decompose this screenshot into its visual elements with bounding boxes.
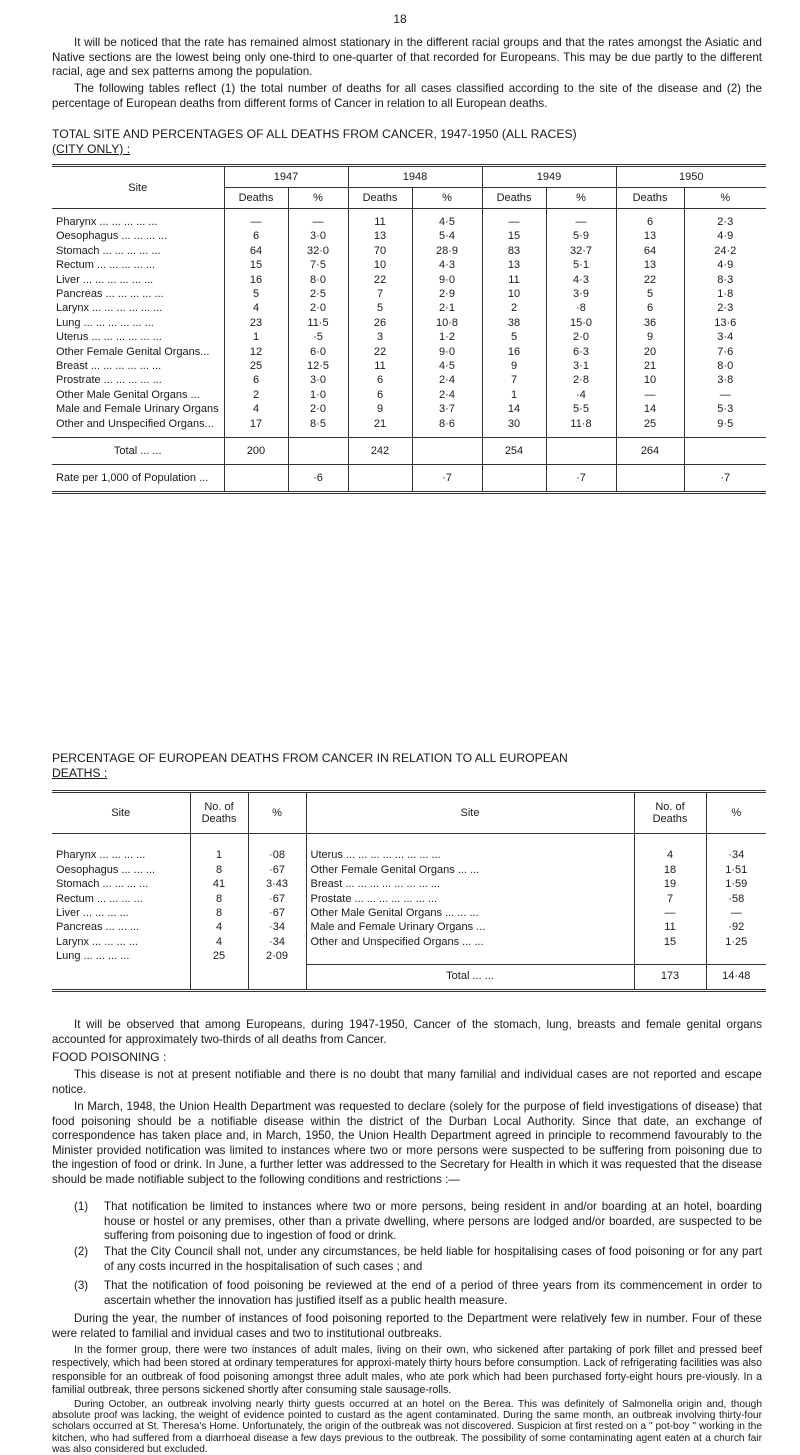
- pct-cell: —: [684, 388, 766, 402]
- pct-cell: 32·7: [546, 244, 616, 258]
- table1-row: [52, 316, 766, 330]
- left-deaths-cell: 8: [190, 906, 248, 920]
- deaths-cell: 5: [348, 301, 412, 315]
- left-site-name: Lung ... ... ... ...: [56, 950, 130, 963]
- site-name: Uterus ... ... ... ... ... ...: [56, 331, 162, 344]
- table2-row: [52, 935, 766, 949]
- table1-title-line2: (CITY ONLY) :: [52, 141, 131, 156]
- intro-paragraph-1: It will be noticed that the rate has remained almost stationary in the different racial groups and that the rates amongst the Asiatic and Native sections are the lowest being only one-third to one-quarter of that recorded for Europeans. This may be due partly to the different racial, age and sex patterns among the population.: [52, 36, 762, 79]
- pct-cell: ·8: [546, 301, 616, 315]
- right-deaths-cell: 7: [634, 892, 706, 906]
- left-site-name: Larynx ... ... ... ...: [56, 935, 138, 948]
- right-deaths-cell: 11: [634, 920, 706, 934]
- site-name: Oesophagus ... ... ... ...: [56, 230, 168, 243]
- condition-2: [74, 1245, 762, 1274]
- pct-subheader: %: [412, 188, 482, 209]
- year-header-1949: 1949: [482, 166, 616, 188]
- pct-cell: 9·0: [412, 273, 482, 287]
- deaths-cell: 70: [348, 244, 412, 258]
- deaths-cell: 4: [224, 301, 288, 315]
- deaths-cell: 1: [482, 388, 546, 402]
- table1-row: [52, 359, 766, 373]
- pct-cell: 2·1: [412, 301, 482, 315]
- pct-cell: 8·3: [684, 273, 766, 287]
- table2-row: [52, 906, 766, 920]
- pct-cell: 3·1: [546, 359, 616, 373]
- right-site-name: Other and Unspecified Organs ... ...: [306, 935, 634, 949]
- food-poisoning-heading: FOOD POISONING :: [52, 1050, 167, 1064]
- deaths-cell: 25: [224, 359, 288, 373]
- t2-site-header-right: Site: [306, 792, 634, 834]
- deaths-cell: 11: [348, 359, 412, 373]
- pct-cell: 2·3: [684, 301, 766, 315]
- left-deaths-cell: 4: [190, 920, 248, 934]
- pct-cell: 12·5: [288, 359, 348, 373]
- site-name: Breast ... ... ... ... ... ...: [56, 360, 162, 373]
- deaths-cell: 13: [482, 258, 546, 272]
- pct-cell: 3·7: [412, 402, 482, 416]
- deaths-subheader: Deaths: [224, 188, 288, 209]
- site-name: Other and Unspecified Organs...: [56, 417, 214, 430]
- pct-subheader: %: [546, 188, 616, 209]
- left-site-name: Stomach ... ... ... ...: [56, 878, 149, 891]
- page-number: 18: [393, 12, 407, 26]
- left-site-name: Pharynx ... ... ... ...: [56, 849, 146, 862]
- pct-cell: 2·0: [288, 301, 348, 315]
- deaths-cell: 5: [616, 287, 684, 301]
- pct-cell: 2·4: [412, 388, 482, 402]
- pct-cell: 4·5: [412, 359, 482, 373]
- deaths-cell: 4: [224, 402, 288, 416]
- total-1948: 242: [348, 438, 412, 465]
- pct-cell: 4·3: [546, 273, 616, 287]
- deaths-cell: 22: [616, 273, 684, 287]
- food-paragraph-5: During October, an outbreak involving nearly thirty guests occurred at an hotel on the Berea. This was definitely of Salmonella origin and, though absolute proof was lacking, the weight of evidence pointed to custard as the agent contaminated. During the same month, an outbreak involving thirty-four scholars occurred at St. Theresa's Home. Unfortunately, the origin of the outbreak was not discovered. Suspicion at first rested on a " pot-boy " working in the kitchen, who had suffered from a diarrhoeal disease a few days previous to the outbreak. The possibility of some contaminating agent eaten at a church fair was also considered but excluded.: [52, 1399, 762, 1455]
- site-name: Male and Female Urinary Organs: [56, 403, 219, 416]
- deaths-cell: 15: [224, 258, 288, 272]
- pct-cell: 8·0: [288, 273, 348, 287]
- pct-cell: 4·9: [684, 258, 766, 272]
- deaths-cell: 16: [482, 345, 546, 359]
- pct-cell: 7·6: [684, 345, 766, 359]
- pct-cell: 5·9: [546, 229, 616, 243]
- table2-row: [52, 848, 766, 862]
- deaths-cell: 5: [482, 330, 546, 344]
- deaths-subheader: Deaths: [616, 188, 684, 209]
- left-pct-cell: ·67: [248, 906, 306, 920]
- right-pct-cell: ·34: [706, 848, 766, 862]
- pct-cell: 8·5: [288, 417, 348, 431]
- table1-row: [52, 345, 766, 359]
- pct-cell: 3·4: [684, 330, 766, 344]
- food-paragraph-3: During the year, the number of instances of food poisoning reported to the Department were relatively few in number. Four of these were related to familial and invidual cases and two to institutional outbreaks.: [52, 1312, 762, 1340]
- rate-1949: ·7: [546, 465, 616, 493]
- condition-3-text: That the notification of food poisoning be reviewed at the end of a period of three years from its commencement in order to ascertain whether the innovation has justified itself as a public health measure.: [104, 1279, 762, 1307]
- pct-cell: 8·0: [684, 359, 766, 373]
- total-1950: 264: [616, 438, 684, 465]
- left-pct-cell: ·67: [248, 863, 306, 877]
- t2-pct-header-right: %: [706, 792, 766, 834]
- intro-paragraph-2: The following tables reflect (1) the total number of deaths for all cases classified according to the site of the disease and (2) the percentage of European deaths from different forms of Cancer in relation to all European deaths.: [52, 82, 762, 110]
- pct-cell: 2·0: [546, 330, 616, 344]
- right-deaths-cell: —: [634, 906, 706, 920]
- deaths-cell: 11: [348, 215, 412, 229]
- left-site-name: Rectum ... ... ... ...: [56, 892, 143, 905]
- table1-row: [52, 273, 766, 287]
- left-site-name: Liver ... ... ... ...: [56, 907, 129, 920]
- t2-total-deaths: 173: [634, 964, 706, 990]
- rate-1950: ·7: [684, 465, 766, 493]
- left-pct-cell: ·34: [248, 920, 306, 934]
- table2-total-row: [52, 964, 766, 990]
- deaths-cell: 20: [616, 345, 684, 359]
- deaths-cell: 6: [224, 373, 288, 387]
- pct-cell: 28·9: [412, 244, 482, 258]
- right-empty: [634, 949, 706, 964]
- left-deaths-cell: 8: [190, 863, 248, 877]
- right-deaths-cell: 18: [634, 863, 706, 877]
- right-deaths-cell: 4: [634, 848, 706, 862]
- right-site-name: Prostate ... ... ... ... ... ... ...: [306, 892, 634, 906]
- pct-cell: 13·6: [684, 316, 766, 330]
- deaths-cell: 6: [224, 229, 288, 243]
- pct-cell: 3·0: [288, 229, 348, 243]
- condition-1-number: (1): [74, 1200, 89, 1213]
- deaths-cell: 6: [616, 215, 684, 229]
- pct-cell: 1·2: [412, 330, 482, 344]
- pct-cell: 11·8: [546, 417, 616, 431]
- deaths-cell: —: [224, 215, 288, 229]
- table1-body: [52, 209, 766, 438]
- table1-row: [52, 402, 766, 416]
- right-pct-cell: 1·25: [706, 935, 766, 949]
- deaths-cell: 6: [616, 301, 684, 315]
- deaths-subheader: Deaths: [348, 188, 412, 209]
- pct-cell: 15·0: [546, 316, 616, 330]
- right-pct-cell: 1·51: [706, 863, 766, 877]
- deaths-cell: 2: [482, 301, 546, 315]
- deaths-cell: 83: [482, 244, 546, 258]
- table1-title: [52, 127, 772, 156]
- table1-row: [52, 417, 766, 431]
- pct-cell: 2·5: [288, 287, 348, 301]
- pct-cell: 6·0: [288, 345, 348, 359]
- pct-cell: 5·3: [684, 402, 766, 416]
- table2-row: [52, 877, 766, 891]
- deaths-cell: 38: [482, 316, 546, 330]
- table1-rate-row: [52, 465, 766, 493]
- right-site-name: Uterus ... ... ... ... ... ... ... ...: [306, 848, 634, 862]
- food-paragraph-4: In the former group, there were two instances of adult males, living on their own, who sickened after partaking of pork fillet and pressed beef respectively, which had been stored at ordinary temperatures for approxi-mately thirty hours before consumption. Lack of refrigerating facilities was also responsible for an outbreak of food poisoning amongst three adult males, who ate pork which had been purchased forty-eight hours pre-viously. In a familial outbreak, three persons sickened shortly after consuming stale sausage-rolls.: [52, 1344, 762, 1397]
- deaths-subheader: Deaths: [482, 188, 546, 209]
- deaths-cell: 64: [616, 244, 684, 258]
- site-name: Lung ... ... ... ... ... ...: [56, 316, 154, 329]
- deaths-cell: 64: [224, 244, 288, 258]
- deaths-cell: 13: [616, 229, 684, 243]
- deaths-cell: 22: [348, 345, 412, 359]
- table2-title: [52, 751, 772, 780]
- site-name: Prostrate ... ... ... ... ...: [56, 374, 162, 387]
- table2-row: [52, 920, 766, 934]
- table1-row: [52, 373, 766, 387]
- left-pct-cell: 2·09: [248, 949, 306, 964]
- rate-1947: ·6: [288, 465, 348, 493]
- table1-row: [52, 258, 766, 272]
- pct-cell: 4·9: [684, 229, 766, 243]
- deaths-cell: 23: [224, 316, 288, 330]
- deaths-cell: 14: [482, 402, 546, 416]
- table2-row: [52, 892, 766, 906]
- condition-2-text: That the City Council shall not, under any circumstances, be held liable for hospitalising cases of food poisoning or for any part of any costs incurred in the hospitalisation of such cases ; and: [104, 1245, 762, 1273]
- table1-title-line1: TOTAL SITE AND PERCENTAGES OF ALL DEATHS FROM CANCER, 1947-1950 (ALL RACES): [52, 127, 577, 141]
- year-header-1947: 1947: [224, 166, 348, 188]
- right-deaths-cell: 19: [634, 877, 706, 891]
- deaths-cell: 7: [482, 373, 546, 387]
- deaths-cell: 1: [224, 330, 288, 344]
- deaths-cell: 7: [348, 287, 412, 301]
- site-name: Stomach ... ... ... ... ...: [56, 244, 161, 257]
- pct-cell: 3·8: [684, 373, 766, 387]
- pct-cell: 2·8: [546, 373, 616, 387]
- total-label: Total ... ...: [52, 438, 224, 465]
- condition-3-number: (3): [74, 1279, 89, 1292]
- pct-cell: 2·9: [412, 287, 482, 301]
- right-empty: [706, 949, 766, 964]
- right-pct-cell: —: [706, 906, 766, 920]
- deaths-cell: —: [616, 388, 684, 402]
- site-name: Larynx ... ... ... ... ... ...: [56, 302, 163, 315]
- left-deaths-cell: 4: [190, 935, 248, 949]
- table1-row: [52, 388, 766, 402]
- pct-cell: 32·0: [288, 244, 348, 258]
- pct-cell: 24·2: [684, 244, 766, 258]
- t2-site-header-left: Site: [52, 792, 190, 834]
- deaths-cell: 3: [348, 330, 412, 344]
- condition-2-number: (2): [74, 1245, 89, 1258]
- rate-label: Rate per 1,000 of Population ...: [52, 465, 224, 493]
- year-header-1948: 1948: [348, 166, 482, 188]
- pct-cell: 1·8: [684, 287, 766, 301]
- deaths-cell: 5: [224, 287, 288, 301]
- deaths-cell: 22: [348, 273, 412, 287]
- table2-body: [52, 834, 766, 991]
- left-pct-cell: ·34: [248, 935, 306, 949]
- pct-cell: —: [546, 215, 616, 229]
- deaths-cell: —: [482, 215, 546, 229]
- deaths-cell: 13: [348, 229, 412, 243]
- right-pct-cell: ·92: [706, 920, 766, 934]
- deaths-cell: 2: [224, 388, 288, 402]
- left-site-name: Pancreas ... ... ...: [56, 921, 140, 934]
- table2-title-line1: PERCENTAGE OF EUROPEAN DEATHS FROM CANCER IN RELATION TO ALL EUROPEAN: [52, 751, 568, 765]
- deaths-cell: 17: [224, 417, 288, 431]
- site-name: Pharynx ... ... ... ... ...: [56, 216, 158, 228]
- table1-row: [52, 215, 766, 229]
- right-site-name: Breast ... ... ... ... ... ... ... ...: [306, 877, 634, 891]
- deaths-cell: 26: [348, 316, 412, 330]
- deaths-cell: 16: [224, 273, 288, 287]
- condition-3: [74, 1279, 762, 1308]
- pct-cell: 3·9: [546, 287, 616, 301]
- pct-cell: 11·5: [288, 316, 348, 330]
- t2-pct-header-left: %: [248, 792, 306, 834]
- right-pct-cell: ·58: [706, 892, 766, 906]
- left-pct-cell: ·67: [248, 892, 306, 906]
- pct-cell: 2·4: [412, 373, 482, 387]
- pct-cell: 1·0: [288, 388, 348, 402]
- right-site-name: Male and Female Urinary Organs ...: [306, 920, 634, 934]
- table1-row: [52, 301, 766, 315]
- left-deaths-cell: 8: [190, 892, 248, 906]
- pct-cell: 7·5: [288, 258, 348, 272]
- european-cancer-pct-table: [52, 790, 766, 992]
- right-site-name: Other Male Genital Organs ... ... ...: [306, 906, 634, 920]
- pct-cell: 3·0: [288, 373, 348, 387]
- cancer-deaths-by-site-table: [52, 164, 766, 494]
- deaths-cell: 25: [616, 417, 684, 431]
- site-name: Rectum ... ... ... ... ...: [56, 259, 156, 272]
- pct-cell: 9·0: [412, 345, 482, 359]
- pct-cell: —: [288, 215, 348, 229]
- deaths-cell: 30: [482, 417, 546, 431]
- site-name: Other Female Genital Organs...: [56, 345, 210, 358]
- right-deaths-cell: 15: [634, 935, 706, 949]
- total-1947: 200: [224, 438, 288, 465]
- site-name: Liver ... ... ... ... ... ...: [56, 273, 154, 286]
- deaths-cell: 21: [616, 359, 684, 373]
- table2-row: [52, 949, 766, 964]
- deaths-cell: 10: [482, 287, 546, 301]
- table2-title-line2: DEATHS :: [52, 765, 108, 780]
- pct-cell: 4·5: [412, 215, 482, 229]
- deaths-cell: 10: [348, 258, 412, 272]
- table1-row: [52, 287, 766, 301]
- after-table-paragraph: It will be observed that among Europeans, during 1947-1950, Cancer of the stomach, lung, breasts and female genital organs accounted for approximately two-thirds of all deaths from Cancer.: [52, 1018, 762, 1046]
- deaths-cell: 9: [348, 402, 412, 416]
- left-site-name: Oesophagus ... ... ...: [56, 863, 156, 876]
- condition-1: [74, 1200, 762, 1244]
- year-header-1950: 1950: [616, 166, 766, 188]
- pct-cell: 8·6: [412, 417, 482, 431]
- food-paragraph-2: In March, 1948, the Union Health Department was requested to declare (solely for the purpose of field investigations of disease) that food poisoning should be a notifiable disease within the district of the Durban Local Authority. Since that date, an exchange of correspondence has taken place and, in March, 1950, the Union Health Department agreed in principle to recommend favourably to the Minister provided notification was limited to instances where two or more persons were suspected to be suffering from poisoning due to the ingestion of food or drink. In June, a further letter was addressed to the Secretary for Health in which it was requested that the disease should be made notifiable subject to the following conditions and restrictions :—: [52, 1100, 762, 1186]
- deaths-cell: 36: [616, 316, 684, 330]
- condition-1-text: That notification be limited to instances where two or more persons, being resident in and/or boarding at an hotel, boarding house or hostel or any premises, other than a private dwelling, where persons are lodged and/or boarded, are suspected to be suffering from poisoning due to ingestion of food or drink.: [104, 1200, 762, 1243]
- deaths-cell: 10: [616, 373, 684, 387]
- right-pct-cell: 1·59: [706, 877, 766, 891]
- t2-deaths-header-left: No. of Deaths: [190, 792, 248, 834]
- deaths-cell: 13: [616, 258, 684, 272]
- left-deaths-cell: 25: [190, 949, 248, 964]
- site-name: Other Male Genital Organs ...: [56, 388, 200, 401]
- t2-total-pct: 14·48: [706, 964, 766, 990]
- pct-cell: 2·0: [288, 402, 348, 416]
- pct-cell: 4·3: [412, 258, 482, 272]
- deaths-cell: 21: [348, 417, 412, 431]
- table1-row: [52, 244, 766, 258]
- total-1949: 254: [482, 438, 546, 465]
- t2-deaths-header-right: No. of Deaths: [634, 792, 706, 834]
- deaths-cell: 15: [482, 229, 546, 243]
- pct-cell: 2·3: [684, 215, 766, 229]
- table1-row: [52, 229, 766, 243]
- left-pct-cell: 3·43: [248, 877, 306, 891]
- pct-subheader: %: [684, 188, 766, 209]
- left-pct-cell: ·08: [248, 848, 306, 862]
- rate-1948: ·7: [412, 465, 482, 493]
- deaths-cell: 6: [348, 388, 412, 402]
- food-paragraph-1: This disease is not at present notifiable and there is no doubt that many familial and individual cases are not reported and escape notice.: [52, 1068, 762, 1096]
- site-name: Pancreas ... ... ... ... ...: [56, 288, 164, 301]
- pct-cell: 5·1: [546, 258, 616, 272]
- pct-cell: ·5: [288, 330, 348, 344]
- deaths-cell: 6: [348, 373, 412, 387]
- pct-cell: 5·4: [412, 229, 482, 243]
- right-site-name: Other Female Genital Organs ... ...: [306, 863, 634, 877]
- right-empty: [306, 949, 634, 964]
- table1-row: [52, 330, 766, 344]
- left-deaths-cell: 41: [190, 877, 248, 891]
- t2-total-label: Total ... ...: [306, 964, 634, 990]
- pct-cell: 6·3: [546, 345, 616, 359]
- pct-cell: 10·8: [412, 316, 482, 330]
- deaths-cell: 9: [616, 330, 684, 344]
- site-column-header: Site: [52, 166, 224, 209]
- deaths-cell: 14: [616, 402, 684, 416]
- table1-total-row: [52, 438, 766, 465]
- pct-subheader: %: [288, 188, 348, 209]
- pct-cell: ·4: [546, 388, 616, 402]
- deaths-cell: 12: [224, 345, 288, 359]
- pct-cell: 9·5: [684, 417, 766, 431]
- table2-row: [52, 863, 766, 877]
- left-deaths-cell: 1: [190, 848, 248, 862]
- deaths-cell: 9: [482, 359, 546, 373]
- pct-cell: 5·5: [546, 402, 616, 416]
- deaths-cell: 11: [482, 273, 546, 287]
